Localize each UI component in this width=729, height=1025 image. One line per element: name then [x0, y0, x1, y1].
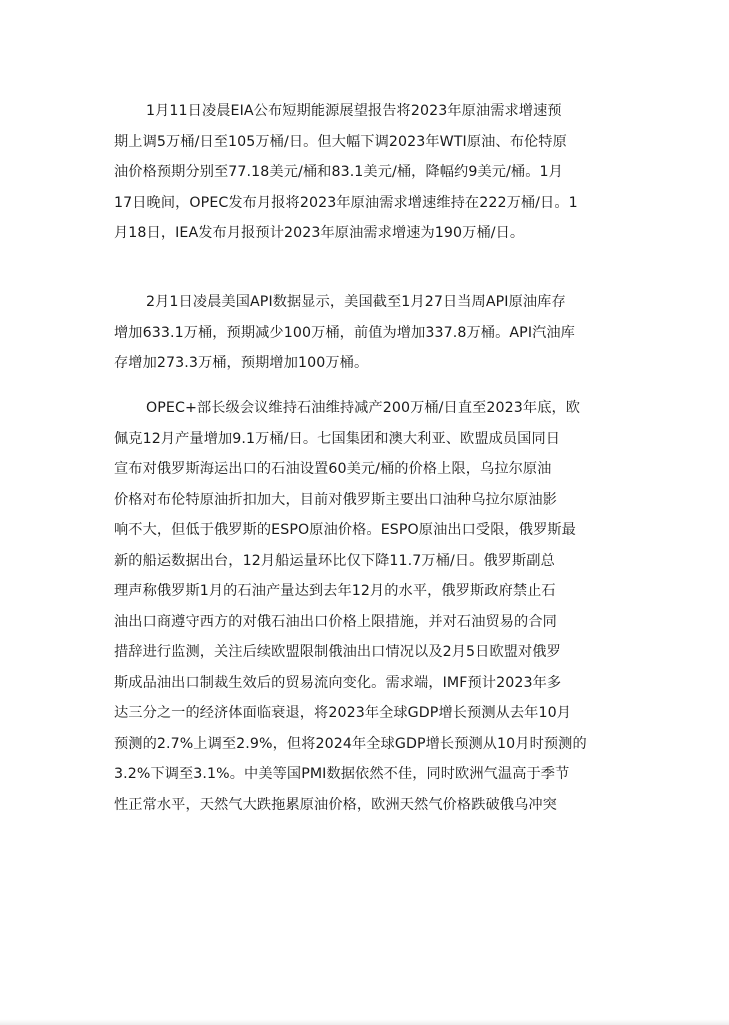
text-line: 增加633.1万桶，预期减少100万桶，前值为增加337.8万桶。API汽油库 — [114, 324, 575, 341]
paragraph-opec-russia-demand — [114, 393, 634, 820]
text-line: 月18日，IEA发布月报预计2023年原油需求增速为190万桶/日。 — [114, 225, 525, 241]
text-line: 1月11日凌晨EIA公布短期能源展望报告将2023年原油需求增速预 — [146, 103, 562, 119]
text-line: 措辞进行监测，关注后续欧盟限制俄油出口情况以及2月5日欧盟对俄罗 — [114, 644, 561, 660]
text-line: 2月1日凌晨美国API数据显示，美国截至1月27日当周API原油库存 — [146, 294, 566, 310]
text-line: OPEC+部长级会议维持石油维持减产200万桶/日直至2023年底，欧 — [146, 400, 581, 416]
text-line: 达三分之一的经济体面临衰退，将2023年全球GDP增长预测从去年10月 — [114, 705, 572, 721]
text-line: 17日晚间，OPEC发布月报将2023年原油需求增速维持在222万桶/日。1 — [114, 194, 578, 211]
text-line: 存增加273.3万桶，预期增加100万桶。 — [114, 355, 369, 371]
text-line: 斯成品油出口制裁生效后的贸易流向变化。需求端，IMF预计2023年多 — [114, 674, 562, 691]
text-line: 宣布对俄罗斯海运出口的石油设置60美元/桶的价格上限，乌拉尔原油 — [114, 461, 552, 477]
text-line: 理声称俄罗斯1月的石油产量达到去年12月的水平，俄罗斯政府禁止石 — [114, 583, 556, 599]
text-line: 响不大，但低于俄罗斯的ESPO原油价格。ESPO原油出口受限，俄罗斯最 — [114, 522, 576, 538]
page-bottom-edge — [0, 1019, 729, 1025]
text-line: 油价格预期分别至77.18美元/桶和83.1美元/桶，降幅约9美元/桶。1月 — [114, 164, 563, 180]
text-line: 新的船运数据出台，12月船运量环比仅下降11.7万桶/日。俄罗斯副总 — [114, 552, 555, 569]
text-line: 预测的2.7%上调至2.9%，但将2024年全球GDP增长预测从10月时预测的 — [114, 735, 587, 752]
text-line: 油出口商遵守西方的对俄石油出口价格上限措施，并对石油贸易的合同 — [114, 613, 557, 630]
text-line: 期上调5万桶/日至105万桶/日。但大幅下调2023年WTI原油、布伦特原 — [114, 133, 567, 150]
text-line: 佩克12月产量增加9.1万桶/日。七国集团和澳大利亚、欧盟成员国同日 — [114, 430, 561, 447]
text-line: 3.2%下调至3.1%。中美等国PMI数据依然不佳，同时欧洲气温高于季节 — [114, 766, 570, 782]
text-line: 性正常水平，天然气大跌拖累原油价格，欧洲天然气价格跌破俄乌冲突 — [114, 796, 557, 813]
text-line: 价格对布伦特原油折扣加大，目前对俄罗斯主要出口油种乌拉尔原油影 — [114, 491, 557, 508]
paragraph-eia-opec-iea — [114, 96, 634, 249]
paragraph-api-inventory — [114, 287, 634, 379]
